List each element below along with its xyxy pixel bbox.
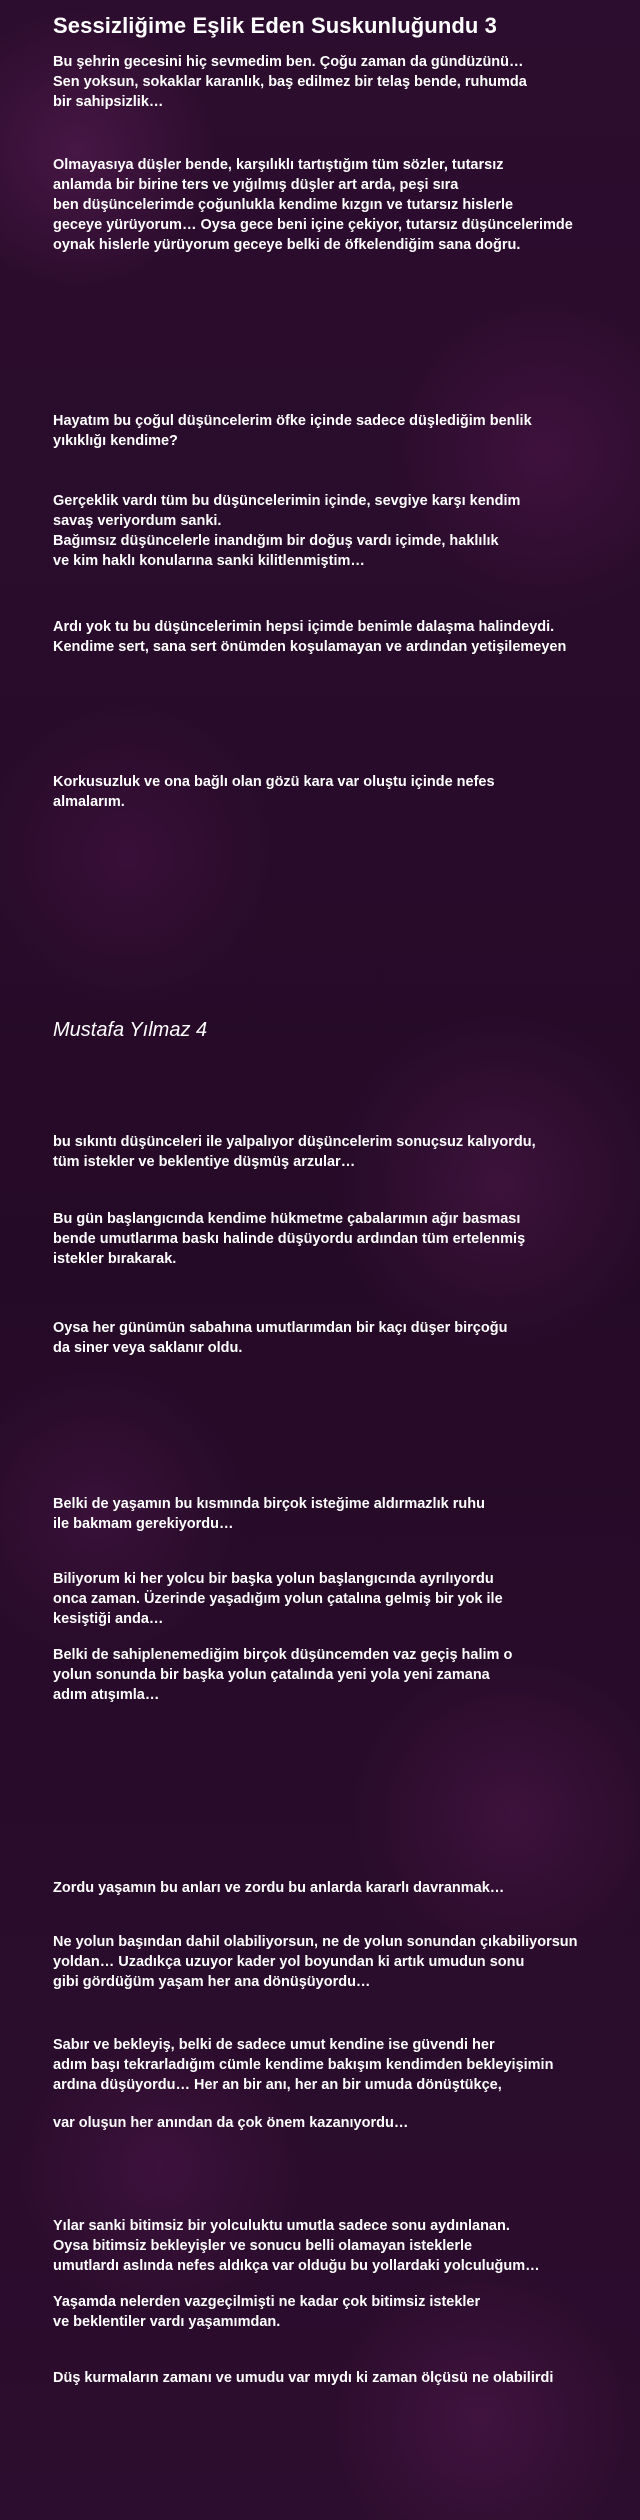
text-line: Ne yolun başından dahil olabiliyorsun, ne de yolun sonundan çıkabiliyorsun bbox=[53, 1934, 578, 1950]
text-line: Bağımsız düşüncelerle inandığım bir doğuş vardı içimde, haklılık bbox=[53, 533, 499, 549]
text-line: Oysa bitimsiz bekleyişler ve sonucu belli olamayan isteklerle bbox=[53, 2238, 473, 2254]
text-line: bu sıkıntı düşünceleri ile yalpalıyor düşüncelerim sonuçsuz kalıyordu, bbox=[53, 1134, 536, 1150]
text-line: Yaşamda nelerden vazgeçilmişti ne kadar çok bitimsiz istekler bbox=[53, 2294, 481, 2310]
paragraph-7 bbox=[53, 1132, 633, 1172]
paragraph-15 bbox=[53, 2035, 633, 2095]
text-line: Oysa her günümün sabahına umutlarımdan bir kaçı düşer birçoğu bbox=[53, 1320, 508, 1336]
text-line: almalarım. bbox=[53, 794, 125, 810]
text-line: Belki de yaşamın bu kısmında birçok isteğime aldırmazlık ruhu bbox=[53, 1496, 485, 1512]
text-line: Biliyorum ki her yolcu bir başka yolun başlangıcında ayrılıyordu bbox=[53, 1571, 494, 1587]
text-line: Bu şehrin gecesini hiç sevmedim ben. Çoğu zaman da gündüzünü… bbox=[53, 54, 524, 70]
paragraph-12 bbox=[53, 1645, 633, 1705]
text-line: tüm istekler ve beklentiye düşmüş arzular… bbox=[53, 1154, 356, 1170]
text-line: yoldan… Uzadıkça uzuyor kader yol boyundan ki artık umudun sonu bbox=[53, 1954, 525, 1970]
text-line: yıkıklığı kendime? bbox=[53, 433, 178, 449]
paragraph-6 bbox=[53, 772, 633, 812]
text-line: geceye yürüyorum… Oysa gece beni içine çekiyor, tutarsız düşüncelerimde bbox=[53, 217, 573, 233]
paragraph-16 bbox=[53, 2113, 633, 2133]
text-line: Ardı yok tu bu düşüncelerimin hepsi içimde benimle dalaşma halindeydi. bbox=[53, 619, 555, 635]
author-name: Mustafa Yılmaz 4 bbox=[53, 1019, 208, 1041]
text-line: Korkusuzluk ve ona bağlı olan gözü kara var oluştu içinde nefes bbox=[53, 774, 495, 790]
paragraph-10 bbox=[53, 1494, 633, 1534]
text-line: Düş kurmaların zamanı ve umudu var mıydı ki zaman ölçüsü ne olabilirdi bbox=[53, 2370, 554, 2386]
text-line: ve kim haklı konularına sanki kilitlenmiştim… bbox=[53, 553, 365, 569]
text-line: ve beklentiler vardı yaşamımdan. bbox=[53, 2314, 281, 2330]
paragraph-4 bbox=[53, 491, 633, 571]
paragraph-8 bbox=[53, 1209, 633, 1269]
text-line: savaş veriyordum sanki. bbox=[53, 513, 222, 529]
text-line: gibi gördüğüm yaşam her ana dönüşüyordu… bbox=[53, 1974, 371, 1990]
text-line: onca zaman. Üzerinde yaşadığım yolun çatalına gelmiş bir yok ile bbox=[53, 1591, 503, 1607]
paragraph-13 bbox=[53, 1878, 633, 1898]
paragraph-1 bbox=[53, 52, 633, 112]
text-line: Sabır ve bekleyiş, belki de sadece umut kendine ise güvendi her bbox=[53, 2037, 495, 2053]
page-title: Sessizliğime Eşlik Eden Suskunluğundu 3 bbox=[53, 13, 498, 38]
text-line: Kendime sert, sana sert önümden koşulamayan ve ardından yetişilemeyen bbox=[53, 639, 567, 655]
text-line: Bu gün başlangıcında kendime hükmetme çabalarımın ağır basması bbox=[53, 1211, 521, 1227]
text-line: Gerçeklik vardı tüm bu düşüncelerimin içinde, sevgiye karşı kendim bbox=[53, 493, 521, 509]
paragraph-3 bbox=[53, 411, 633, 451]
paragraph-18 bbox=[53, 2292, 633, 2332]
paragraph-5 bbox=[53, 617, 633, 657]
paragraph-9 bbox=[53, 1318, 633, 1358]
text-line: ardına düşüyordu… Her an bir anı, her an bir umuda dönüştükçe, bbox=[53, 2077, 502, 2093]
text-line: Zordu yaşamın bu anları ve zordu bu anlarda kararlı davranmak… bbox=[53, 1880, 505, 1896]
text-line: adım başı tekrarladığım cümle kendime bakışım kendimden bekleyişimin bbox=[53, 2057, 554, 2073]
text-line: ben düşüncelerimde çoğunlukla kendime kızgın ve tutarsız hislerle bbox=[53, 197, 514, 213]
text-line: ile bakmam gerekiyordu… bbox=[53, 1516, 234, 1532]
paragraph-14 bbox=[53, 1932, 633, 1992]
text-line: umutlardı aslında nefes aldıkça var olduğu bu yollardaki yolculuğum… bbox=[53, 2258, 540, 2274]
text-line: adım atışımla… bbox=[53, 1687, 160, 1703]
text-line: bir sahipsizlik… bbox=[53, 94, 164, 110]
text-line: kesiştiği anda… bbox=[53, 1611, 164, 1627]
paragraph-11 bbox=[53, 1569, 633, 1629]
text-line: oynak hislerle yürüyorum geceye belki de öfkelendiğim sana doğru. bbox=[53, 237, 521, 253]
text-line: Yılar sanki bitimsiz bir yolculuktu umutla sadece sonu aydınlanan. bbox=[53, 2218, 510, 2234]
text-line: Belki de sahiplenemediğim birçok düşüncemden vaz geçiş halim o bbox=[53, 1647, 513, 1663]
paragraph-19 bbox=[53, 2368, 633, 2388]
text-line: Sen yoksun, sokaklar karanlık, baş edilmez bir telaş bende, ruhumda bbox=[53, 74, 527, 90]
text-line: Olmayasıya düşler bende, karşılıklı tartıştığım tüm sözler, tutarsız bbox=[53, 157, 504, 173]
text-line: Hayatım bu çoğul düşüncelerim öfke içinde sadece düşlediğim benlik bbox=[53, 413, 532, 429]
text-line: da siner veya saklanır oldu. bbox=[53, 1340, 243, 1356]
text-line: istekler bırakarak. bbox=[53, 1251, 177, 1267]
text-line: var oluşun her anından da çok önem kazanıyordu… bbox=[53, 2115, 409, 2131]
paragraph-2 bbox=[53, 155, 633, 255]
text-line: bende umutlarıma baskı halinde düşüyordu ardından tüm ertelenmiş bbox=[53, 1231, 526, 1247]
paragraph-17 bbox=[53, 2216, 633, 2276]
text-line: anlamda bir birine ters ve yığılmış düşler art arda, peşi sıra bbox=[53, 177, 459, 193]
text-line: yolun sonunda bir başka yolun çatalında yeni yola yeni zamana bbox=[53, 1667, 490, 1683]
